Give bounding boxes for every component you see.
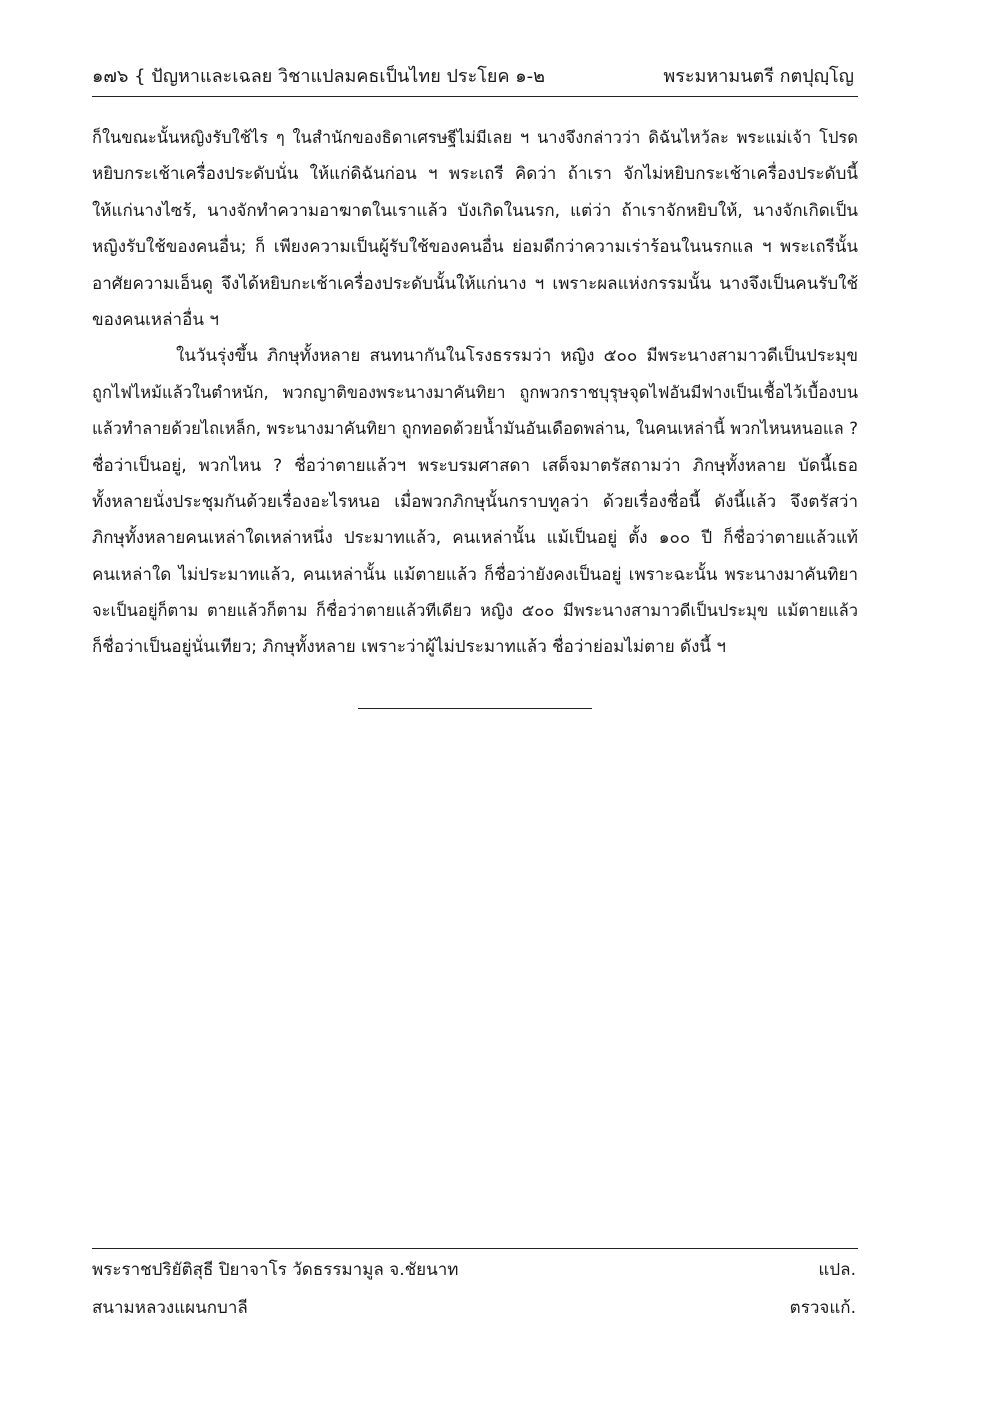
section-end-divider <box>358 708 592 709</box>
text-line: ถูกไฟไหม้แล้วในตำหนัก, พวกญาติของพระนางมาคันทิยา ถูกพวกราชบุรุษจุดไฟอันมีฟางเป็นเชื้อไว้เบื้องบน <box>92 382 858 402</box>
footer-reviewer-role: ตรวจแก้. <box>789 1298 856 1318</box>
text-line: ก็ในขณะนั้นหญิงรับใช้ไร ๆ ในสำนักของธิดาเศรษฐีไม่มีเลย ฯ นางจึงกล่าวว่า ดิฉันไหว้ละ พระแม่เจ้า โปรด <box>92 128 858 147</box>
text-line: หญิงรับใช้ของคนอื่น; ก็ เพียงความเป็นผู้รับใช้ของคนอื่น ย่อมดีกว่าความเร่าร้อนในนรกแล ฯ พระเถรีนั้น <box>92 237 858 258</box>
text-line: ให้แก่นางไซร้, นางจักทำความอาฆาตในเราแล้ว บังเกิดในนรก, แต่ว่า ถ้าเราจักหยิบให้, นางจักเกิดเป็น <box>92 200 858 221</box>
page-header <box>92 62 858 97</box>
page-footer <box>92 1248 858 1327</box>
header-author: พระมหามนตรี กตปุญฺโญ <box>663 66 854 87</box>
text-line: อาศัยความเอ็นดู จึงได้หยิบกะเช้าเครื่องประดับนั้นให้แก่นาง ฯ เพราะผลแห่งกรรมนั้น นางจึงเป็นคนรับใช้ <box>92 273 858 294</box>
text-line: จะเป็นอยู่ก็ตาม ตายแล้วก็ตาม ก็ชื่อว่าตายแล้วทีเดียว หญิง ๕๐๐ มีพระนางสามาวดีเป็นประมุข แม้ตายแล้ว <box>92 601 858 621</box>
text-line: ภิกษุทั้งหลายคนเหล่าใดเหล่าหนึ่ง ประมาทแล้ว, คนเหล่านั้น แม้เป็นอยู่ ตั้ง ๑๐๐ ปี ก็ชื่อว่าตายแล้วแท้ <box>92 528 858 549</box>
text-line: ทั้งหลายนั่งประชุมกันด้วยเรื่องอะไรหนอ เมื่อพวกภิกษุนั้นกราบทูลว่า ด้วยเรื่องชื่อนี้ ดังนี้แล้ว จึงตรัสว่า <box>92 491 858 512</box>
text-line: แล้วทำลายด้วยไถเหล็ก, พระนางมาคันทิยา ถูกทอดด้วยน้ำมันอันเดือดพล่าน, ในคนเหล่านี้ พวกไหนหนอแล ? <box>92 419 858 439</box>
footer-translator-role: แปล. <box>818 1260 856 1280</box>
footer-row-translator <box>92 1251 858 1289</box>
header-title: ๑๗๖ { ปัญหาและเฉลย วิชาแปลมคธเป็นไทย ประโยค ๑-๒ <box>92 66 546 87</box>
text-line: คนเหล่าใด ไม่ประมาทแล้ว, คนเหล่านั้น แม้ตายแล้ว ก็ชื่อว่ายังคงเป็นอยู่ เพราะฉะนั้น พระนางมาคันทิยา <box>92 564 858 585</box>
text-line: หยิบกระเช้าเครื่องประดับนั่น ให้แก่ดิฉันก่อน ฯ พระเถรี คิดว่า ถ้าเรา จักไม่หยิบกระเช้าเครื่องประดับนี้ <box>92 164 858 185</box>
text-line: ชื่อว่าเป็นอยู่, พวกไหน ? ชื่อว่าตายแล้วฯ พระบรมศาสดา เสด็จมาตรัสถามว่า ภิกษุทั้งหลาย บัดนี้เธอ <box>92 455 858 476</box>
footer-translator-name: พระราชปริยัติสุธี ปิยาจาโร วัดธรรมามูล จ.ชัยนาท <box>92 1260 459 1280</box>
paragraph-1 <box>92 120 858 338</box>
footer-reviewer-name: สนามหลวงแผนกบาลี <box>92 1298 248 1318</box>
text-line: ของคนเหล่าอื่น ฯ <box>92 309 219 330</box>
text-line: ในวันรุ่งขึ้น ภิกษุทั้งหลาย สนทนากันในโรงธรรมว่า หญิง ๕๐๐ มีพระนางสามาวดีเป็นประมุข <box>176 346 858 367</box>
text-line: ก็ชื่อว่าเป็นอยู่นั่นเทียว; ภิกษุทั้งหลาย เพราะว่าผู้ไม่ประมาทแล้ว ชื่อว่าย่อมไม่ตาย ดังนี้ ฯ <box>92 637 726 658</box>
page-body <box>92 120 858 666</box>
paragraph-2 <box>92 338 858 666</box>
footer-row-reviewer <box>92 1289 858 1327</box>
